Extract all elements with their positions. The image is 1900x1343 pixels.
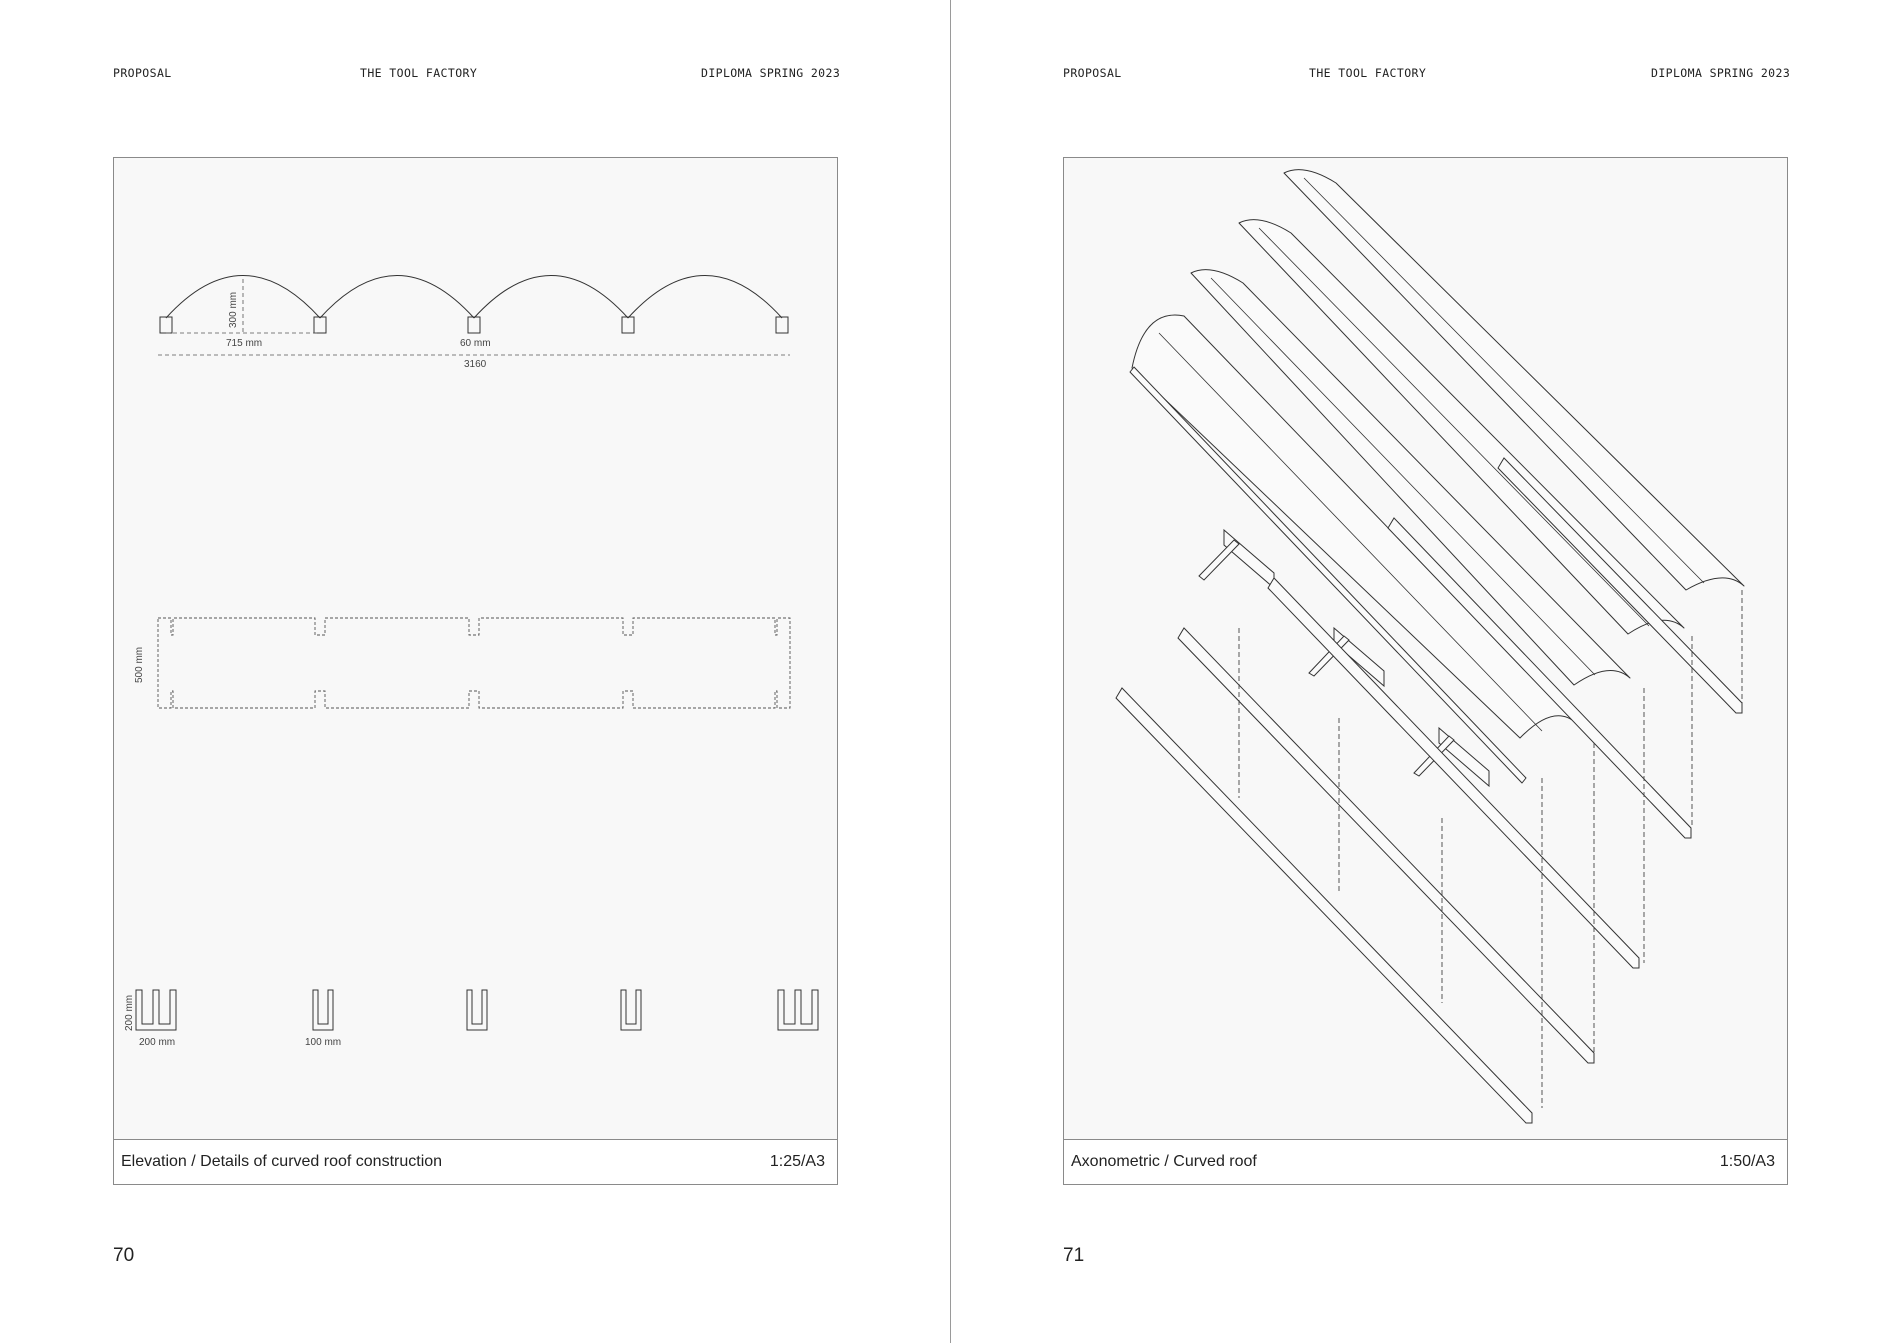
caption-title: Elevation / Details of curved roof construction <box>121 1153 443 1170</box>
caption-scale: 1:50/A3 <box>1719 1153 1775 1170</box>
notched-beam <box>158 618 790 708</box>
arch-4 <box>628 276 782 319</box>
dim-channel-height: 200 mm <box>124 994 135 1031</box>
frame-back-2 <box>1199 540 1239 580</box>
channel-3 <box>467 990 487 1030</box>
dim-span: 715 mm <box>226 338 263 349</box>
rail-1 <box>1116 688 1532 1123</box>
caption-scale: 1:25/A3 <box>769 1153 825 1170</box>
dim-total: 3160 <box>464 359 487 370</box>
double-channel-right <box>778 990 818 1030</box>
header-course: DIPLOMA SPRING 2023 <box>1651 66 1791 80</box>
vault-3 <box>1239 220 1684 634</box>
dim-channel-width: 200 mm <box>139 1037 176 1048</box>
post-2 <box>314 317 326 333</box>
post-1 <box>160 317 172 333</box>
right-page <box>950 0 1900 1343</box>
dim-rise: 300 mm <box>228 291 239 328</box>
header-section: PROPOSAL <box>113 66 172 80</box>
caption-title: Axonometric / Curved roof <box>1071 1153 1257 1170</box>
post-4 <box>622 317 634 333</box>
header-project: THE TOOL FACTORY <box>360 66 478 80</box>
channel-2 <box>313 990 333 1030</box>
post-3 <box>468 317 480 333</box>
elevation-drawing <box>114 158 839 1141</box>
dim-beam-height: 500 mm <box>134 646 145 683</box>
header-section: PROPOSAL <box>1063 66 1122 80</box>
channel-4 <box>621 990 641 1030</box>
header-course: DIPLOMA SPRING 2023 <box>701 66 841 80</box>
arch-3 <box>474 276 628 319</box>
rail-4 <box>1388 518 1691 838</box>
axonometric-drawing <box>1064 158 1789 1141</box>
arch-2 <box>320 276 474 319</box>
header-project: THE TOOL FACTORY <box>1309 66 1427 80</box>
frame-back-1 <box>1224 530 1274 588</box>
dim-single-channel-width: 100 mm <box>305 1037 342 1048</box>
double-channel-left <box>136 990 176 1030</box>
drawing-sheet-elevation <box>113 157 838 1185</box>
post-5 <box>776 317 788 333</box>
caption-bar <box>114 1139 837 1184</box>
page-number: 70 <box>113 1245 135 1266</box>
page-number: 71 <box>1063 1245 1085 1266</box>
drawing-sheet-axonometric <box>1063 157 1788 1185</box>
dim-post-width: 60 mm <box>460 338 491 349</box>
caption-bar <box>1064 1139 1787 1184</box>
